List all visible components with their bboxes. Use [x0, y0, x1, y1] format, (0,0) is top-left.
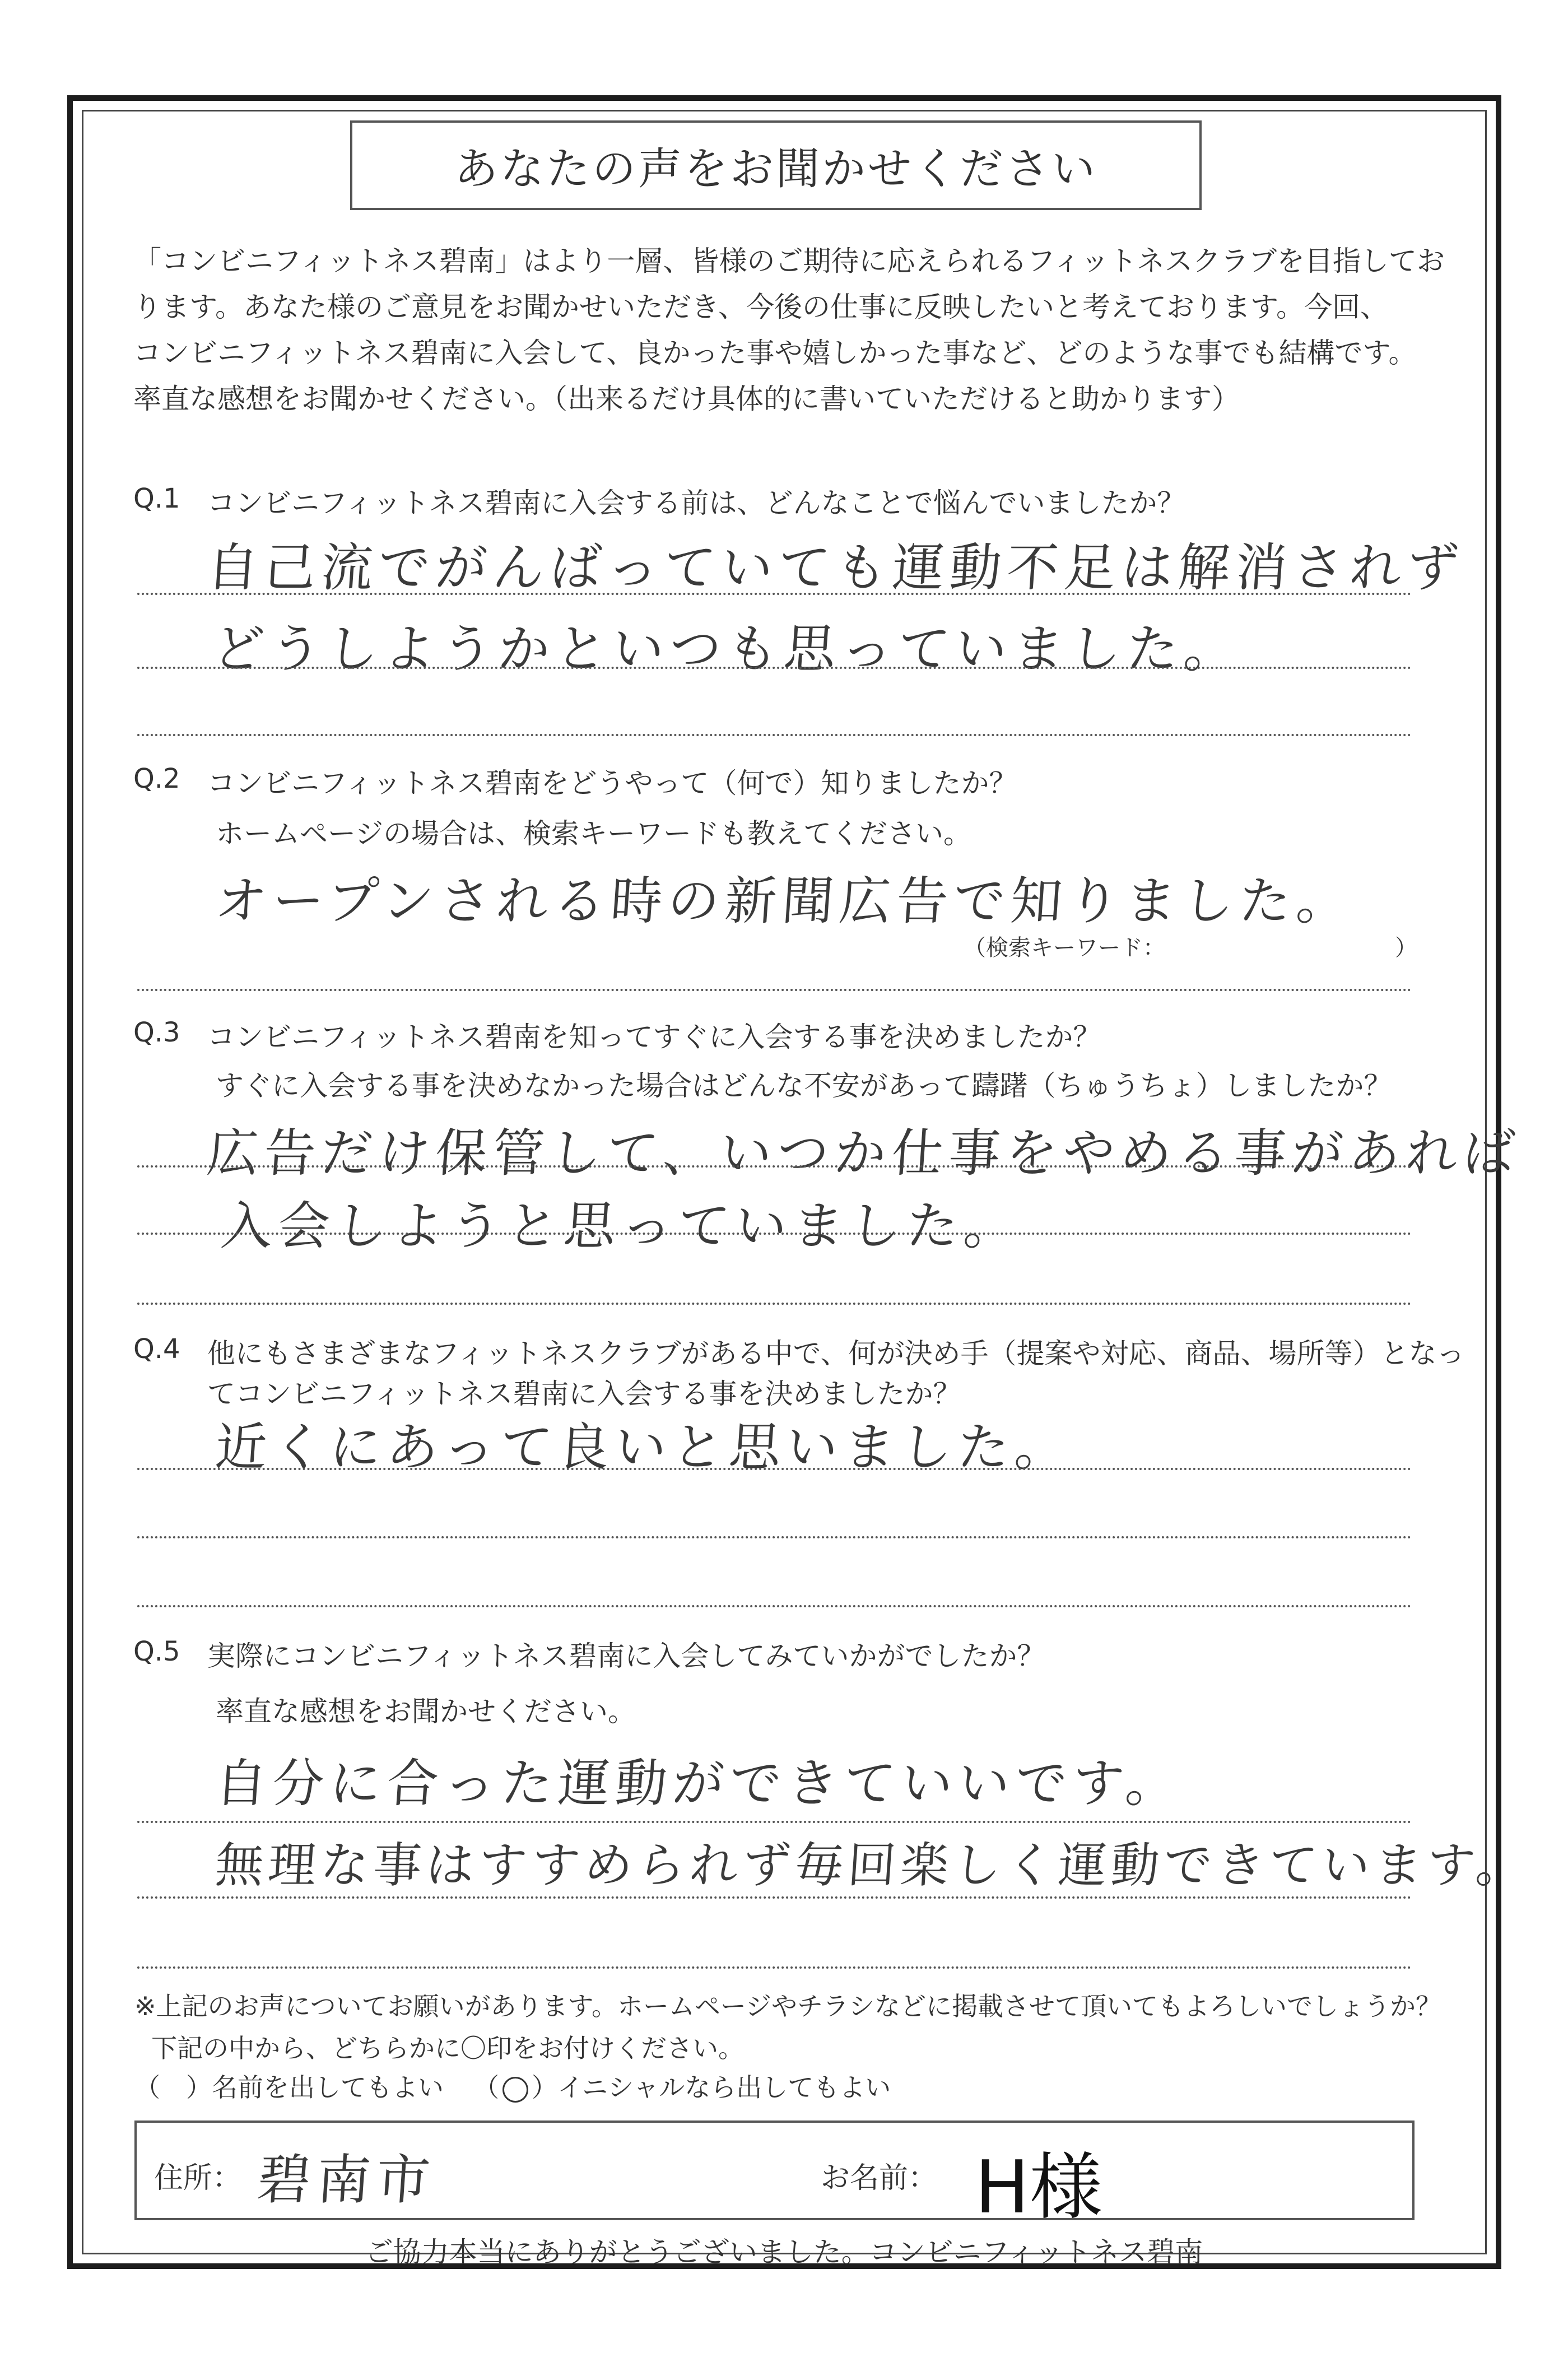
intro-line: ります。あなた様のご意見をお聞かせいただき、今後の仕事に反映したいと考えております。今回、 [133, 291, 1388, 323]
option-initial-label: ）イニシャルなら出してもよい [532, 2072, 891, 2103]
answer-dotted-line [137, 989, 1412, 991]
intro-line: 「コンビニフィットネス碧南」はより一層、皆様のご期待に応えられるフィットネスクラブを目指してお [133, 245, 1445, 277]
q3-question: すぐに入会する事を決めなかった場合はどんな不安があって躊躇（ちゅうちょ）しましたか？ [216, 1069, 1392, 1102]
q5-answer-line[interactable]: 自分に合った運動ができていいです。 [213, 1754, 1185, 1813]
keyword-close: ） [1395, 935, 1417, 961]
q4-question: てコンビニフィットネス碧南に入会する事を決めましたか？ [207, 1378, 961, 1410]
footer-thanks: ご協力本当にありがとうございました。コンビニフィットネス碧南 [365, 2236, 1203, 2268]
paren-open: （ [473, 2072, 499, 2103]
consent-instruction: 下記の中から、どちらかに〇印をお付けください。 [151, 2033, 744, 2063]
intro-line: コンビニフィットネス碧南に入会して、良かった事や嬉しかった事など、どのような事でも結構です。 [133, 337, 1417, 369]
q5-answer-line[interactable]: 無理な事はすすめられず毎回楽しく運動できています。 [213, 1838, 1530, 1894]
address-label: 住所： [154, 2161, 242, 2195]
name-label: お名前： [821, 2161, 938, 2195]
answer-dotted-line [137, 1605, 1412, 1607]
consent-option-name[interactable]: （ ）名前を出してもよい [134, 2072, 444, 2103]
answer-dotted-line [137, 1536, 1412, 1538]
answer-dotted-line [137, 1966, 1412, 1969]
q5-question: 実際にコンビニフィットネス碧南に入会してみていかがでしたか？ [207, 1640, 1045, 1672]
q2-number: Q.2 [133, 763, 180, 794]
answer-dotted-line [137, 1165, 1412, 1168]
q3-answer-line[interactable]: 入会しようと思っていました。 [218, 1196, 1023, 1256]
q4-answer-line[interactable]: 近くにあって良いと思いました。 [213, 1417, 1074, 1477]
q5-question: 率直な感想をお聞かせください。 [216, 1695, 636, 1728]
answer-dotted-line [137, 667, 1412, 669]
q3-number: Q.3 [133, 1017, 180, 1048]
q2-answer-line[interactable]: オープンされる時の新聞広告で知りました。 [213, 871, 1356, 931]
consent-request: ※上記のお声についてお願いがあります。ホームページやチラシなどに掲載させて頂いてもよろしいでしょうか？ [134, 1991, 1442, 2021]
address-value[interactable]: 碧南市 [255, 2149, 438, 2211]
q3-answer-line[interactable]: 広告だけ保管して、いつか仕事をやめる事があれば [204, 1123, 1523, 1183]
answer-dotted-line [137, 1468, 1412, 1470]
q1-number: Q.1 [133, 483, 180, 514]
answer-dotted-line [137, 1303, 1412, 1305]
q1-answer-line[interactable]: どうしようかといつも思っていました。 [210, 619, 1244, 679]
name-value[interactable]: H様 [975, 2145, 1102, 2230]
answer-dotted-line [137, 1821, 1412, 1823]
intro-text [133, 238, 1450, 422]
q1-answer-line[interactable]: 自己流でがんばっていても運動不足は解消されず [204, 538, 1467, 598]
keyword-label: （検索キーワード： [964, 935, 1165, 961]
page-title: あなたの声をお聞かせください [350, 120, 1202, 210]
q5-number: Q.5 [133, 1636, 180, 1667]
answer-dotted-line [137, 593, 1412, 595]
q2-question: コンビニフィットネス碧南をどうやって（何で）知りましたか？ [207, 767, 1017, 799]
q4-number: Q.4 [133, 1333, 180, 1365]
answer-dotted-line [137, 1233, 1412, 1235]
q2-question: ホームページの場合は、検索キーワードも教えてください。 [216, 817, 971, 850]
answer-dotted-line [137, 1896, 1412, 1899]
q4-question: 他にもさまざまなフィットネスクラブがある中で、何が決め手（提案や対応、商品、場所等）となっ [207, 1337, 1465, 1370]
q1-question: コンビニフィットネス碧南に入会する前は、どんなことで悩んでいましたか？ [207, 487, 1185, 519]
selected-circle-mark [502, 2077, 528, 2103]
answer-dotted-line [137, 734, 1412, 736]
consent-option-initial[interactable] [473, 2067, 891, 2104]
q3-question: コンビニフィットネス碧南を知ってすぐに入会する事を決めましたか？ [207, 1021, 1101, 1053]
intro-line: 率直な感想をお聞かせください。（出来るだけ具体的に書いていただけると助かります） [133, 383, 1240, 415]
